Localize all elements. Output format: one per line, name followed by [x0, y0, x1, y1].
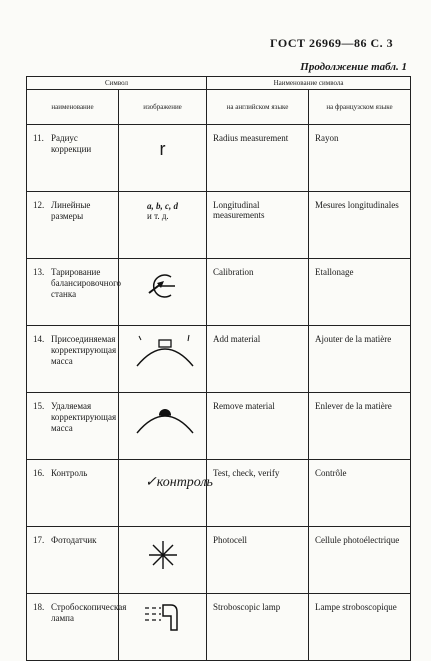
row-french: Enlever de la matière: [309, 393, 411, 460]
table-row: [27, 460, 411, 527]
header-name: наименование: [27, 90, 119, 125]
row-english: Test, check, verify: [207, 460, 309, 527]
table-continuation-label: Продолжение табл. 1: [300, 61, 407, 73]
row-english: Stroboscopic lamp: [207, 594, 309, 661]
row-english: Calibration: [207, 259, 309, 326]
header-symbol-name: Наименование символа: [207, 77, 411, 90]
radius-symbol: r: [159, 139, 166, 159]
row-name: Тарирование балансировочного станка: [51, 267, 122, 299]
row-english: Photocell: [207, 527, 309, 594]
row-name: Стробоскопическая лампа: [51, 602, 127, 623]
table-row: [27, 125, 411, 192]
row-english: Longitudinal measurements: [207, 192, 309, 259]
calibration-icon: [119, 259, 207, 326]
row-number: 17.: [33, 535, 45, 545]
table-row: [27, 192, 411, 259]
row-number: 14.: [33, 334, 45, 344]
row-number: 18.: [33, 602, 45, 612]
check-symbol: ✓контроль: [145, 475, 213, 490]
row-name: Контроль: [51, 468, 88, 478]
row-english: Remove material: [207, 393, 309, 460]
row-name: Присоединяемая корректирующая масса: [51, 334, 117, 366]
row-number: 13.: [33, 267, 45, 277]
table-row: [27, 527, 411, 594]
row-name: Линейные размеры: [51, 200, 91, 221]
row-name: Радиус коррекции: [51, 133, 92, 154]
row-name: Удаляемая корректирующая масса: [51, 401, 117, 433]
header-french: на французском языке: [309, 90, 411, 125]
row-french: Mesures longitudinales: [309, 192, 411, 259]
row-french: Rayon: [309, 125, 411, 192]
add-material-icon: [119, 326, 207, 393]
symbols-table: [26, 76, 411, 661]
row-name: Фотодатчик: [51, 535, 97, 545]
row-number: 11.: [33, 133, 44, 143]
linear-symbol-etc: и т. д.: [147, 211, 169, 221]
table-row: [27, 259, 411, 326]
row-french: Ajouter de la matière: [309, 326, 411, 393]
header-image: изображение: [119, 90, 207, 125]
row-number: 15.: [33, 401, 45, 411]
remove-material-icon: [119, 393, 207, 460]
strobe-lamp-icon: [119, 594, 207, 661]
header-english: на английском языке: [207, 90, 309, 125]
row-number: 16.: [33, 468, 45, 478]
header-symbol: Символ: [27, 77, 207, 90]
photocell-icon: [119, 527, 207, 594]
table-row: [27, 326, 411, 393]
row-french: Lampe stroboscopique: [309, 594, 411, 661]
linear-symbol: [147, 201, 178, 221]
table-row: [27, 594, 411, 661]
row-english: Add material: [207, 326, 309, 393]
row-french: Contrôle: [309, 460, 411, 527]
row-number: 12.: [33, 200, 45, 210]
row-french: Cellule photoélectrique: [309, 527, 411, 594]
table-row: [27, 393, 411, 460]
row-english: Radius measurement: [207, 125, 309, 192]
row-french: Etallonage: [309, 259, 411, 326]
document-header: ГОСТ 26969—86 С. 3: [270, 36, 394, 50]
linear-symbol-letters: a, b, c, d: [147, 201, 178, 211]
